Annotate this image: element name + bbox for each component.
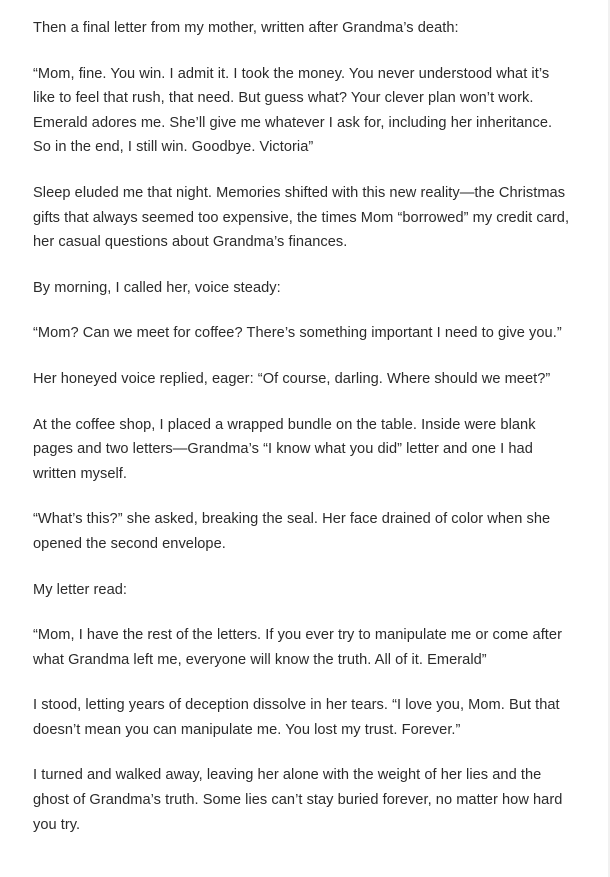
paragraph-whats-this: “What’s this?” she asked, breaking the seal. Her face drained of color when she opened the second envelope. (33, 511, 551, 552)
paragraph-coffee-request: “Mom? Can we meet for coffee? There’s something important I need to give you.” (33, 325, 562, 342)
paragraph-i-stood: I stood, letting years of deception dissolve in her tears. “I love you, Mom. But that doesn’t mean you can manipulate me. You lost my trust. Forever.” (33, 697, 560, 738)
paragraph-mother-reply: Her honeyed voice replied, eager: “Of course, darling. Where should we meet?” (33, 370, 551, 387)
paragraph-emerald-letter: “Mom, I have the rest of the letters. If you ever try to manipulate me or come after what Grandma left me, everyone will know the truth. All of it. Emerald” (33, 627, 562, 668)
paragraph-my-letter-intro: My letter read: (33, 581, 128, 598)
paragraph-coffee-shop: At the coffee shop, I placed a wrapped bundle on the table. Inside were blank pages and two letters—Grandma’s “I know what you did” letter and one I had written myself. (33, 416, 536, 482)
paragraph-sleepless-night: Sleep eluded me that night. Memories shifted with this new reality—the Christmas gifts that always seemed too expensive, the times Mom “borrowed” my credit card, her casual questions about Grandma’s finances. (33, 184, 570, 251)
article-body (33, 16, 573, 858)
paragraph-mother-letter: “Mom, fine. You win. I admit it. I took the money. You never understood what it’s like to feel that rush, that need. But guess what? Your clever plan won’t work. Emerald adores me. She’ll give me whatever I ask for, including her inheritance. So in the end, I still win. Goodbye. Victoria” (33, 65, 553, 156)
paragraph-morning-call: By morning, I called her, voice steady: (33, 279, 281, 296)
paragraph-walked-away: I turned and walked away, leaving her alone with the weight of her lies and the ghost of Grandma’s truth. Some lies can’t stay buried forever, no matter how hard you try. (33, 767, 563, 833)
paragraph-final-letter-intro: Then a final letter from my mother, written after Grandma’s death: (33, 20, 459, 36)
